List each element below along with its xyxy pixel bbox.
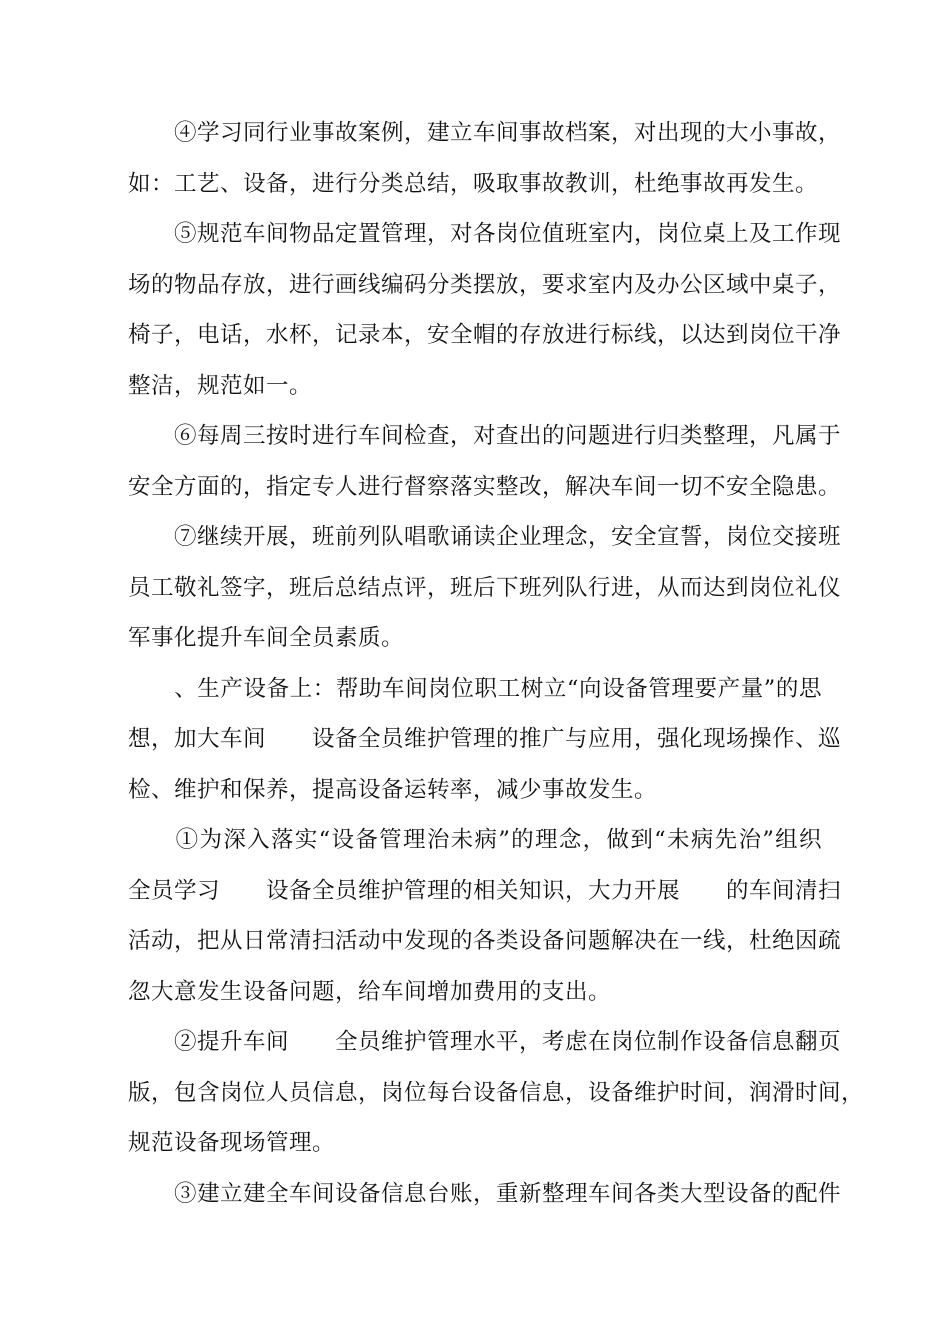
text-line: 活动，把从日常清扫活动中发现的各类设备问题解决在一线，杜绝因疏 bbox=[128, 928, 842, 954]
paragraph-weekly-inspection bbox=[128, 411, 842, 512]
paragraph-maintenance-level bbox=[128, 1017, 865, 1169]
text-line: 椅子，电话，水杯，记录本，安全帽的存放进行标线，以达到岗位干净 bbox=[128, 322, 842, 348]
text-line: ②提升车间 全员维护管理水平，考虑在岗位制作设备信息翻页 bbox=[128, 1029, 842, 1055]
text-line: ⑤规范车间物品定置管理，对各岗位值班室内，岗位桌上及工作现 bbox=[128, 221, 842, 247]
text-line: 全员学习 设备全员维护管理的相关知识，大力开展 的车间清扫 bbox=[128, 877, 842, 904]
text-line: 忽大意发生设备问题，给车间增加费用的支出。 bbox=[128, 978, 612, 1005]
paragraph-shift-routine bbox=[128, 512, 842, 664]
text-line: 规范设备现场管理。 bbox=[128, 1130, 336, 1156]
text-line: 、生产设备上：帮助车间岗位职工树立“向设备管理要产量”的思 bbox=[128, 675, 822, 702]
text-line: 整洁，规范如一。 bbox=[128, 372, 313, 399]
text-line: 如：工艺、设备，进行分类总结，吸取事故教训，杜绝事故再发生。 bbox=[128, 170, 819, 197]
text-line: ⑥每周三按时进行车间检查，对查出的问题进行归类整理，凡属于 bbox=[128, 423, 842, 449]
paragraph-item-placement bbox=[128, 209, 842, 411]
text-line: 想，加大车间 设备全员维护管理的推广与应用，强化现场操作、巡 bbox=[128, 726, 842, 752]
text-line: ①为深入落实“设备管理治未病”的理念，做到“未病先治”组织 bbox=[128, 827, 822, 853]
text-line: ③建立建全车间设备信息台账，重新整理车间各类大型设备的配件 bbox=[128, 1180, 842, 1207]
text-line: 版，包含岗位人员信息，岗位每台设备信息，设备维护时间，润滑时间， bbox=[128, 1079, 865, 1106]
text-line: 员工敬礼签字，班后总结点评，班后下班列队行进，从而达到岗位礼仪 bbox=[128, 574, 842, 601]
text-line: ⑦继续开展，班前列队唱歌诵读企业理念，安全宣誓，岗位交接班 bbox=[128, 524, 842, 550]
paragraph-accident-archive bbox=[128, 108, 842, 209]
text-line: 场的物品存放，进行画线编码分类摆放，要求室内及办公区域中桌子， bbox=[128, 271, 842, 298]
paragraph-equipment-ledger bbox=[128, 1169, 842, 1220]
paragraph-production-equipment bbox=[128, 664, 842, 816]
text-line: 安全方面的，指定专人进行督察落实整改，解决车间一切不安全隐患。 bbox=[128, 473, 842, 500]
text-line: ④学习同行业事故案例，建立车间事故档案，对出现的大小事故， bbox=[128, 120, 842, 146]
paragraph-preventive-maintenance bbox=[128, 815, 842, 1017]
text-line: 军事化提升车间全员素质。 bbox=[128, 625, 405, 651]
text-line: 检、维护和保养，提高设备运转率，减少事故发生。 bbox=[128, 776, 658, 803]
